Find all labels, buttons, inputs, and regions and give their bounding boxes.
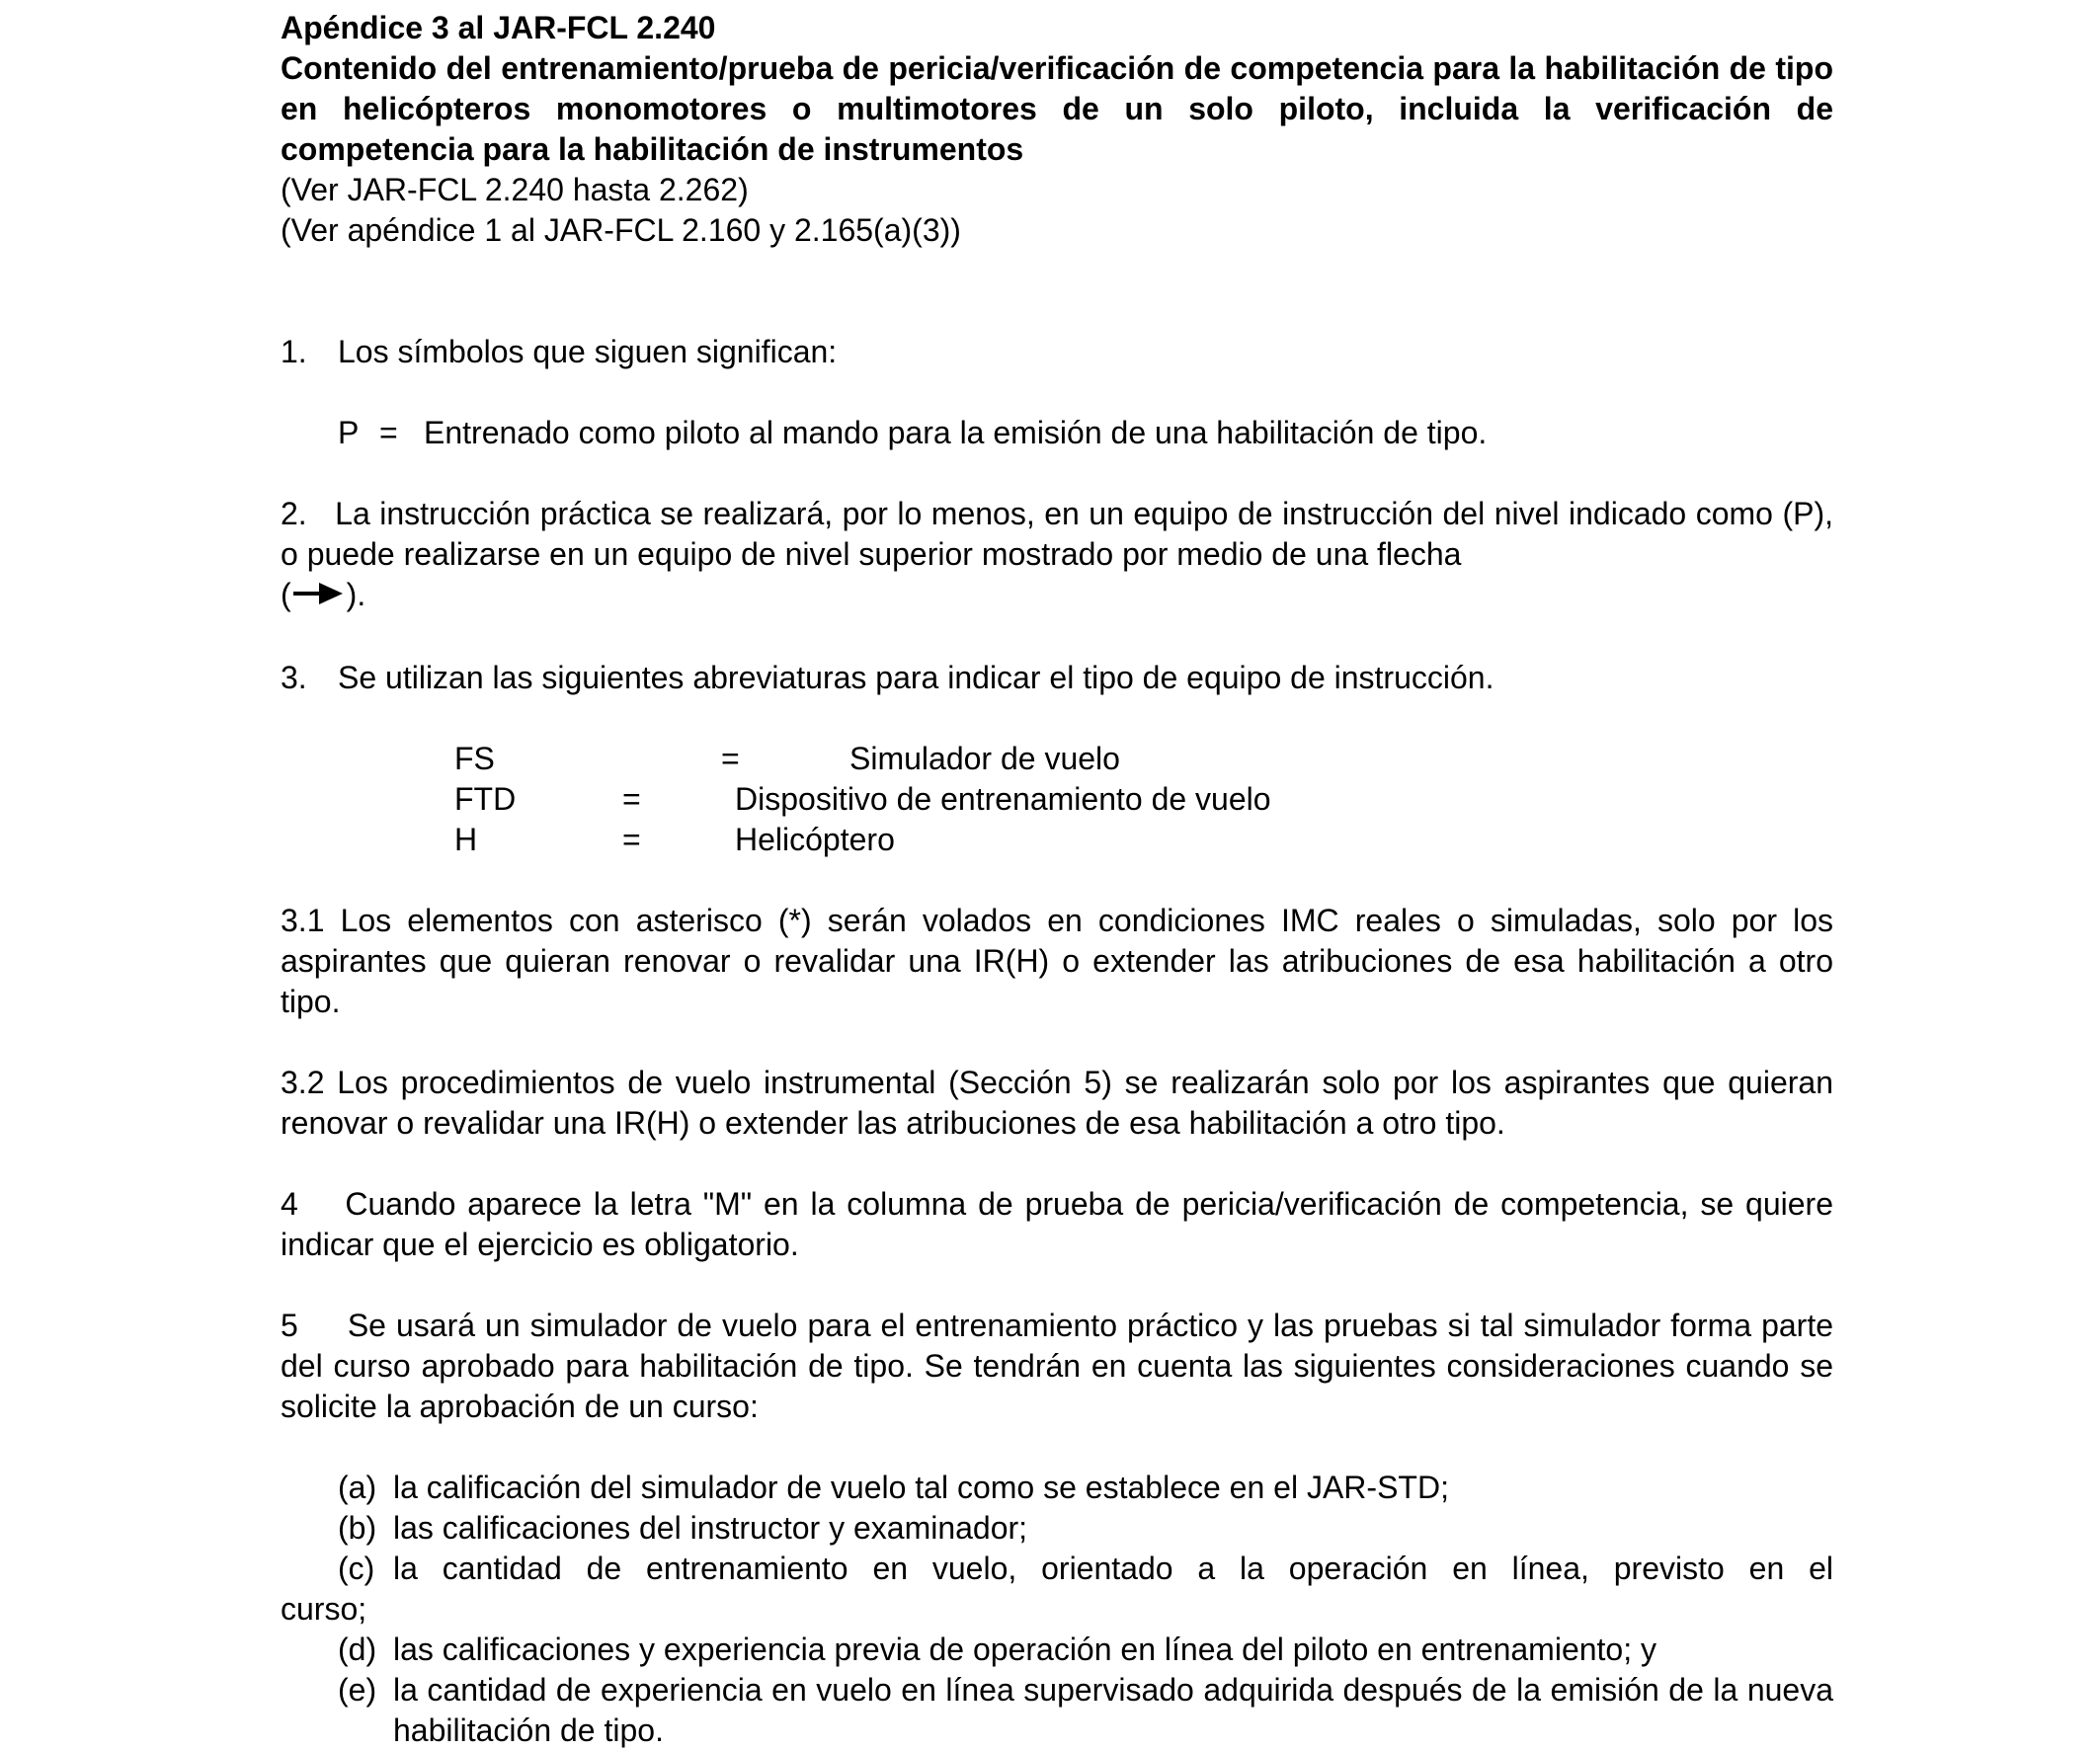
document-page (281, 8, 1833, 1751)
reference-2: (Ver apéndice 1 al JAR-FCL 2.160 y 2.165(a)(3)) (281, 212, 961, 248)
item-3-1: 3.1 Los elementos con asterisco (*) serán volados en condiciones IMC reales o simuladas, solo por los aspirantes que quieran renovar o revalidar una IR(H) o extender las atribuciones de esa habilitación a otro tipo. (281, 903, 1833, 1020)
list-item-label: (d) (338, 1632, 377, 1668)
abbreviation-row (454, 820, 1833, 860)
list-item (281, 1468, 1833, 1508)
symbol-p-definition (338, 413, 1833, 453)
abbreviation-description: Simulador de vuelo (849, 741, 1120, 777)
item-4-number: 4 (281, 1186, 298, 1223)
item-1-text: Los símbolos que siguen significan: (338, 334, 838, 369)
symbol-p-equals: = (379, 415, 398, 450)
list-item-text: las calificaciones del instructor y examinador; (393, 1510, 1028, 1547)
abbreviation-equals: = (721, 741, 740, 777)
abbreviation-term: FTD (454, 781, 517, 818)
item-3-number: 3. (281, 660, 307, 696)
list-item-label: (a) (338, 1470, 377, 1506)
item-2-text: La instrucción práctica se realizará, por lo menos, en un equipo de instrucción del nivel indicado como (P), o puede realizarse en un equipo de nivel superior mostrado por medio de una flecha (281, 496, 1834, 572)
list-item (281, 1630, 1833, 1670)
abbreviation-term: FS (454, 741, 495, 777)
considerations-list (281, 1468, 1833, 1751)
abbreviation-equals: = (622, 781, 641, 818)
abbreviation-term: H (454, 822, 478, 858)
item-2-close: ). (346, 577, 366, 612)
list-item-label: (c) (338, 1551, 375, 1587)
abbreviation-row (454, 779, 1833, 820)
list-item-text: la cantidad de experiencia en vuelo en línea supervisado adquirida después de la emisión de la nueva habilitación de tipo. (393, 1672, 1833, 1749)
item-3-text: Se utilizan las siguientes abreviaturas para indicar el tipo de equipo de instrucción. (338, 660, 1494, 696)
abbreviation-equals: = (622, 822, 641, 858)
abbreviation-description: Helicóptero (735, 822, 895, 858)
item-2-open-paren: ( (281, 577, 291, 612)
item-1 (281, 332, 1833, 372)
list-item-label: (e) (338, 1672, 377, 1709)
list-item (281, 1549, 1833, 1630)
symbol-p-text: Entrenado como piloto al mando para la emisión de una habilitación de tipo. (424, 415, 1488, 450)
item-4 (281, 1184, 1833, 1265)
item-1-number: 1. (281, 334, 307, 369)
list-item-text: las calificaciones y experiencia previa de operación en línea del piloto en entrenamiento; y (393, 1632, 1656, 1668)
item-5-text: Se usará un simulador de vuelo para el entrenamiento práctico y las pruebas si tal simulador forma parte del curso aprobado para habilitación de tipo. Se tendrán en cuenta las siguientes consideraciones cuando se solicite la aprobación de un curso: (281, 1308, 1834, 1425)
arrow-right-icon (291, 577, 347, 617)
list-item-continuation: curso; (281, 1591, 367, 1628)
reference-1: (Ver JAR-FCL 2.240 hasta 2.262) (281, 172, 749, 207)
list-item-label: (b) (338, 1510, 377, 1547)
appendix-subtitle: Contenido del entrenamiento/prueba de pericia/verificación de competencia para la habilitación de tipo en helicópteros monomotores o multimotores de un solo piloto, incluida la verificación de competencia para la habilitación de instrumentos (281, 50, 1833, 167)
item-3-2: 3.2 Los procedimientos de vuelo instrumental (Sección 5) se realizarán solo por los aspirantes que quieran renovar o revalidar una IR(H) o extender las atribuciones de esa habilitación a otro tipo. (281, 1065, 1833, 1142)
abbreviation-description: Dispositivo de entrenamiento de vuelo (735, 781, 1271, 818)
list-item (281, 1670, 1833, 1751)
item-5 (281, 1306, 1833, 1427)
item-4-text: Cuando aparece la letra "M" en la columna de prueba de pericia/verificación de competencia, se quiere indicar que el ejercicio es obligatorio. (281, 1186, 1834, 1263)
appendix-title: Apéndice 3 al JAR-FCL 2.240 (281, 10, 716, 45)
abbreviation-row (454, 739, 1833, 779)
list-item-text: la calificación del simulador de vuelo tal como se establece en el JAR-STD; (393, 1470, 1449, 1506)
symbol-p-key: P (338, 415, 360, 450)
item-2-number: 2. (281, 496, 307, 531)
item-2 (281, 494, 1833, 617)
item-3 (281, 658, 1833, 698)
item-5-number: 5 (281, 1308, 298, 1344)
abbreviation-list (454, 739, 1833, 860)
list-item (281, 1508, 1833, 1549)
list-item-text: la cantidad de entrenamiento en vuelo, orientado a la operación en línea, previsto en el (393, 1551, 1833, 1587)
